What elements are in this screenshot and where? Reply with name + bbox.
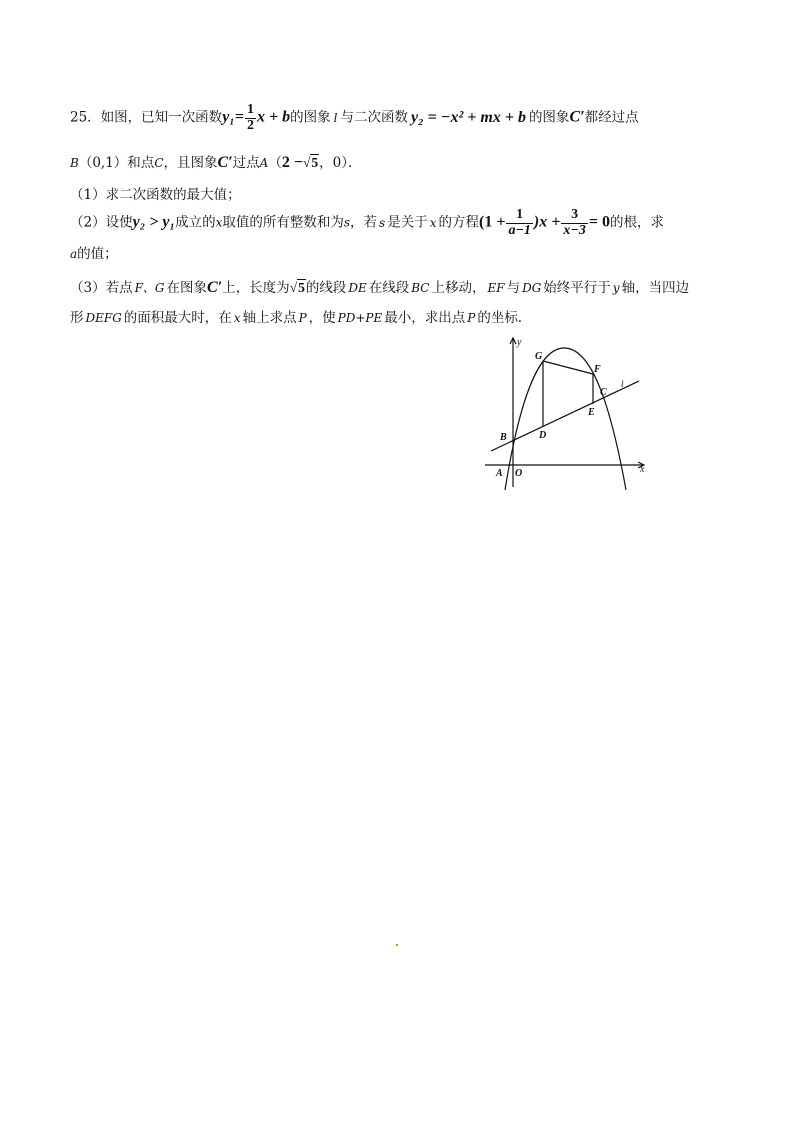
problem-line-1: 25．如图，已知一次函数y₁= $\frac{1}{2}$ x + b的图象 l 与二次函数 y₂ = −x² + mx + b 的图象C′都经过点	[70, 102, 639, 133]
label-O: O	[515, 468, 523, 479]
geometry-figure	[483, 335, 653, 490]
label-D: D	[539, 430, 547, 441]
problem-number: 25．	[70, 109, 101, 126]
question-2-cont: a的值；	[70, 246, 118, 262]
parabola	[505, 348, 626, 490]
label-G: G	[535, 351, 543, 362]
problem-line-2: B（0,1）和点C，且图象C′过点A（2 −√5，0）．	[70, 154, 362, 171]
label-A: A	[496, 468, 503, 479]
question-1: （1）求二次函数的最大值；	[70, 187, 241, 203]
fraction-one-half: $\frac{1}{2}$	[247, 102, 254, 133]
question-2: （2）设使y₂ > y₁成立的x取值的所有整数和为s，若 s 是关于 x 的方程(1 + $\frac{1}{a-1}$ )x + $\frac{3}{x-3}$ = 0的根，求	[70, 207, 664, 238]
math-quadratic: y₂ = −x² + mx + b	[410, 108, 526, 126]
label-B: B	[500, 432, 507, 443]
stray-dot	[396, 944, 398, 946]
label-l: l	[621, 379, 624, 389]
label-F: F	[594, 364, 601, 375]
math-y1: y₁	[222, 108, 235, 126]
label-E: E	[588, 407, 595, 418]
segment-GF	[543, 361, 593, 374]
label-x: x	[640, 464, 645, 475]
fraction-3-over-x-minus-3: $\frac{3}{x-3}$	[563, 207, 586, 238]
label-y: y	[517, 337, 522, 348]
fraction-1-over-a-minus-1: $\frac{1}{a-1}$	[508, 207, 531, 238]
sqrt-five: √5	[289, 280, 305, 295]
question-3: （3）若点 F、G 在图象C′上，长度为√5的线段 DE 在线段 BC 上移动， EF 与 DG 始终平行于 y 轴，当四边	[70, 279, 690, 296]
question-3-cont: 形 DEFG 的面积最大时，在 x 轴上求点 P ，使 PD+PE 最小，求出点 P 的坐标．	[70, 310, 532, 326]
label-C: C	[600, 387, 607, 398]
sqrt-five: √5	[302, 155, 319, 170]
